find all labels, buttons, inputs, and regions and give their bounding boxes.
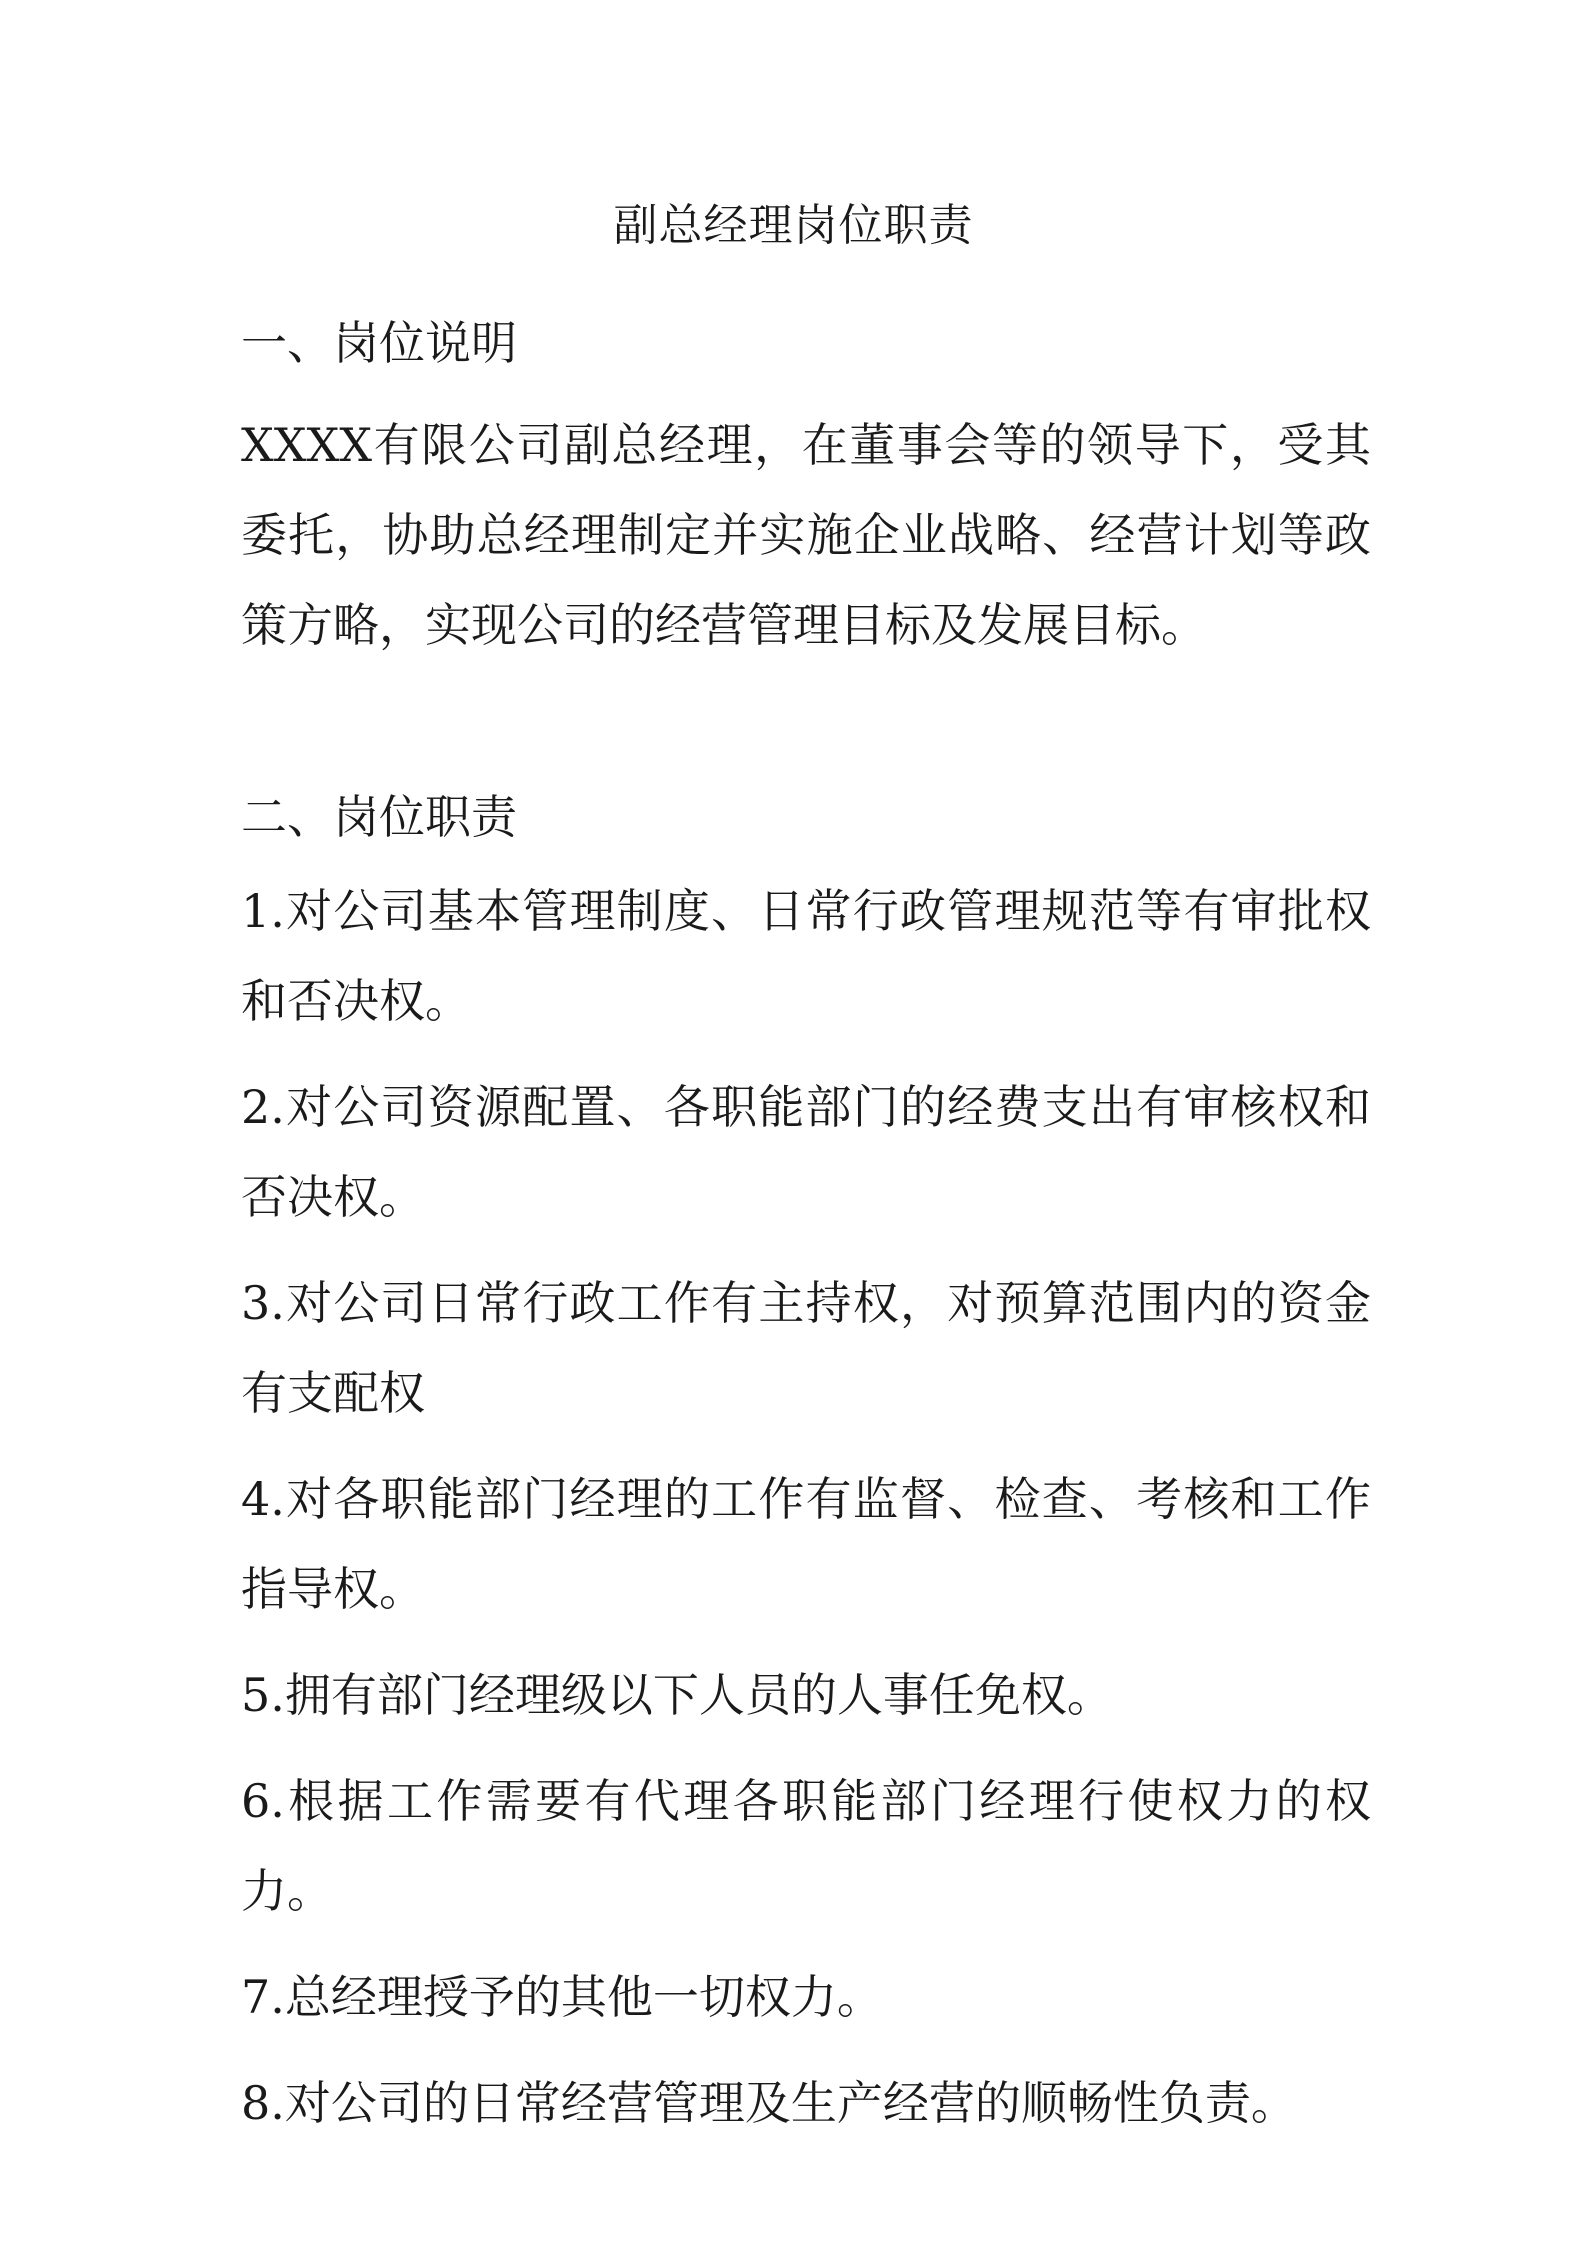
list-item: 5.拥有部门经理级以下人员的人事任免权。 xyxy=(241,1668,1113,1722)
document-title: 副总经理岗位职责 xyxy=(613,200,974,251)
list-item: 3.对公司日常行政工作有主持权，对预算范围内的资金有支配权 xyxy=(241,1276,1371,1420)
list-item: 6.根据工作需要有代理各职能部门经理行使权力的权力。 xyxy=(241,1774,1371,1918)
list-item: 7.总经理授予的其他一切权力。 xyxy=(241,1970,883,2024)
document-body xyxy=(241,310,1371,2164)
section-heading: 一、岗位说明 xyxy=(241,316,517,370)
duty-list xyxy=(241,866,1371,2148)
section-position-description xyxy=(241,310,1371,670)
list-item: 1.对公司基本管理制度、日常行政管理规范等有审批权和否决权。 xyxy=(241,884,1371,1028)
section-position-duties xyxy=(241,784,1371,2148)
section-paragraph: XXXX有限公司副总经理，在董事会等的领导下，受其委托，协助总经理制定并实施企业战略、经营计划等政策方略，实现公司的经营管理目标及发展目标。 xyxy=(241,418,1371,652)
list-item: 2.对公司资源配置、各职能部门的经费支出有审核权和否决权。 xyxy=(241,1080,1371,1224)
section-heading: 二、岗位职责 xyxy=(241,790,517,844)
list-item: 4.对各职能部门经理的工作有监督、检查、考核和工作指导权。 xyxy=(241,1472,1371,1616)
list-item: 8.对公司的日常经营管理及生产经营的顺畅性负责。 xyxy=(241,2076,1297,2130)
